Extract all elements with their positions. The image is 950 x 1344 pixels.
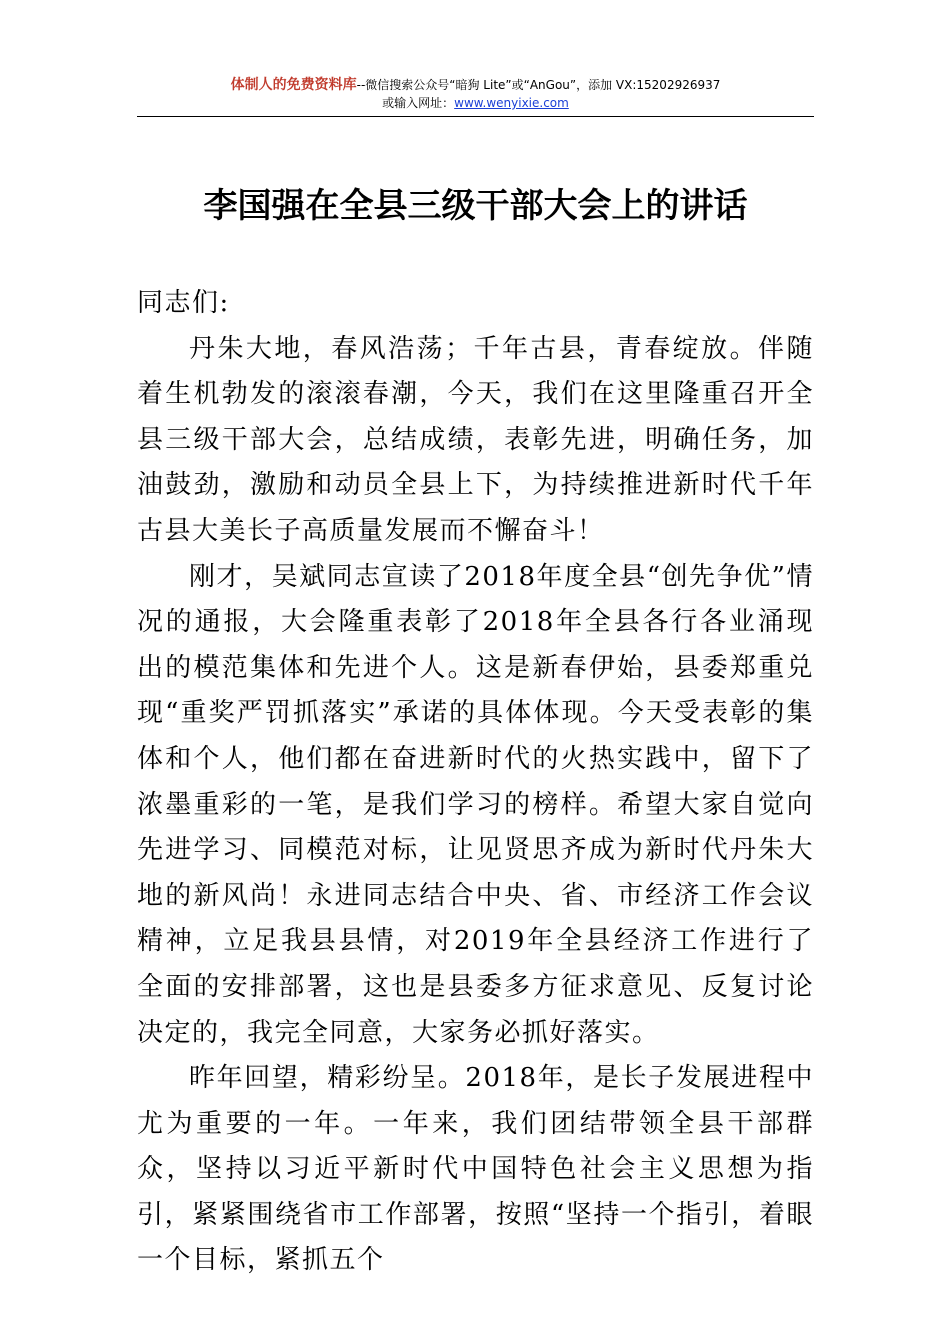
header-info: --微信搜索公众号“暗狗 Lite”或“AnGou”，添加 VX:15202926937	[356, 78, 721, 92]
paragraph-2: 刚才，吴斌同志宣读了2018年度全县“创先争优”情况的通报，大会隆重表彰了2018年全县各行各业涌现出的模范集体和先进个人。这是新春伊始，县委郑重兑现“重奖严罚抓落实”承诺的具体体现。今天受表彰的集体和个人，他们都在奋进新时代的火热实践中，留下了浓墨重彩的一笔，是我们学习的榜样。希望大家自觉向先进学习、同模范对标，让见贤思齐成为新时代丹朱大地的新风尚！永进同志结合中央、省、市经济工作会议精神，立足我县县情，对2019年全县经济工作进行了全面的安排部署，这也是县委多方征求意见、反复讨论决定的，我完全同意，大家务必抓好落实。	[137, 561, 814, 1048]
header-line-2	[137, 94, 814, 112]
document-body	[137, 281, 814, 1284]
header-brand: 体制人的免费资料库	[230, 77, 357, 93]
header-divider	[137, 116, 814, 117]
paragraph-3: 昨年回望，精彩纷呈。2018年，是长子发展进程中尤为重要的一年。一年来，我们团结带领全县干部群众，坚持以习近平新时代中国特色社会主义思想为指引，紧紧围绕省市工作部署，按照“坚持一个指引，着眼一个目标，紧抓五个	[137, 1063, 814, 1276]
document-title: 李国强在全县三级干部大会上的讲话	[203, 186, 748, 226]
paragraph-1: 丹朱大地，春风浩荡；千年古县，青春绽放。伴随着生机勃发的滚滚春潮，今天，我们在这里隆重召开全县三级干部大会，总结成绩，表彰先进，明确任务，加油鼓劲，激励和动员全县上下，为持续推进新时代千年古县大美长子高质量发展而不懈奋斗！	[137, 333, 814, 546]
header-url-prefix: 或输入网址：	[382, 96, 455, 110]
salutation: 同志们:	[137, 288, 230, 318]
header-url-link[interactable]: www.wenyixie.com	[454, 96, 569, 110]
header-line-1	[137, 76, 814, 94]
page-header	[137, 76, 814, 112]
